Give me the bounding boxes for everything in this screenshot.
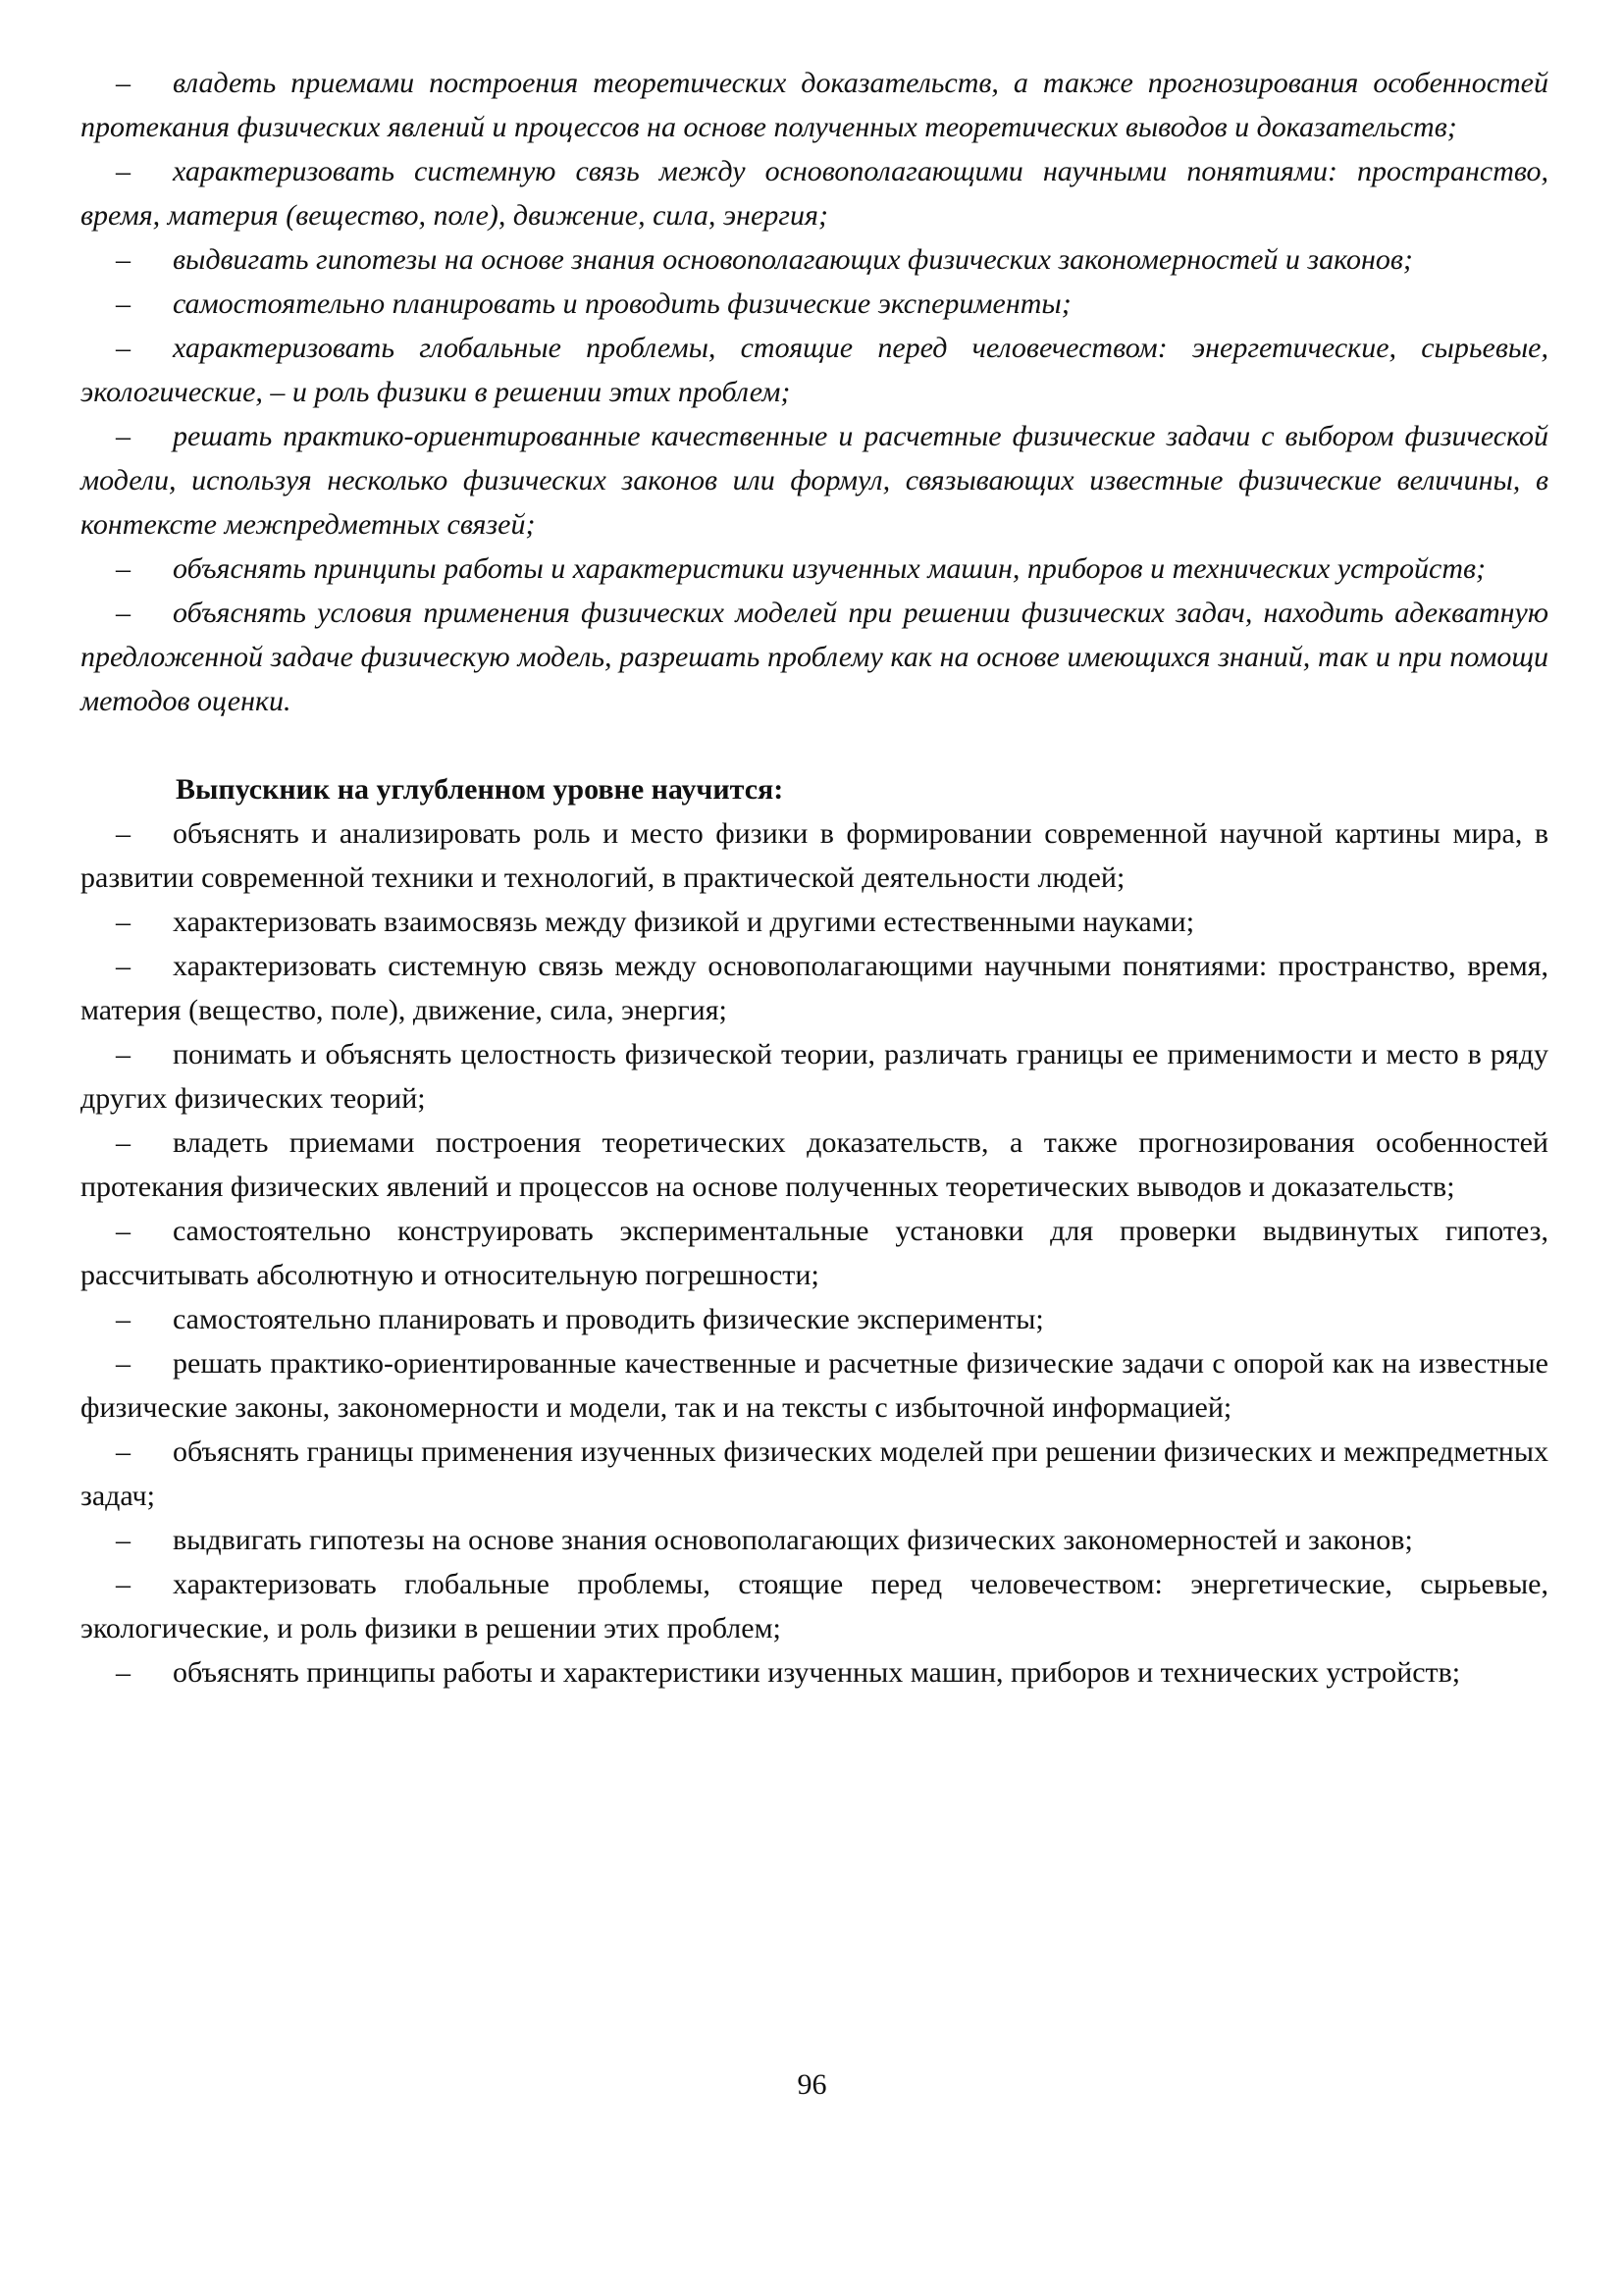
list-dash: – (116, 1038, 131, 1070)
list-item (80, 547, 1548, 591)
list-dash: – (116, 906, 131, 938)
list-dash: – (116, 287, 131, 320)
list-item (80, 1032, 1548, 1121)
list-item (80, 326, 1548, 414)
list-item-text: самостоятельно планировать и проводить физические эксперименты; (173, 287, 1072, 320)
advanced-list (80, 811, 1548, 1695)
list-item (80, 149, 1548, 237)
list-dash: – (116, 817, 131, 850)
list-item-text: владеть приемами построения теоретических доказательств, а также прогнозирования особенностей протекания физических явлений и процессов на основе полученных теоретических выводов и доказательств; (80, 67, 1548, 143)
list-item-text: характеризовать взаимосвязь между физикой и другими естественными науками; (173, 906, 1195, 938)
list-item-text: объяснять границы применения изученных физических моделей при решении физических и межпредметных задач; (80, 1435, 1548, 1512)
list-dash: – (116, 420, 131, 452)
list-dash: – (116, 1435, 131, 1468)
list-dash: – (116, 1303, 131, 1335)
list-dash: – (116, 597, 131, 629)
list-item (80, 944, 1548, 1032)
list-dash: – (116, 950, 131, 982)
list-item-text: объяснять принципы работы и характеристики изученных машин, приборов и технических устройств; (173, 552, 1487, 585)
list-item-text: выдвигать гипотезы на основе знания основополагающих физических закономерностей и законов; (173, 1524, 1413, 1556)
list-item-text: характеризовать глобальные проблемы, стоящие перед человечеством: энергетические, сырьевые, экологические, и роль физики в решении этих проблем; (80, 1568, 1548, 1644)
list-item-text: характеризовать системную связь между основополагающими научными понятиями: пространство, время, материя (вещество, поле), движение, сила, энергия; (80, 155, 1548, 232)
list-item-text: самостоятельно конструировать экспериментальные установки для проверки выдвинутых гипотез, рассчитывать абсолютную и относительную погрешности; (80, 1215, 1548, 1291)
list-item-text: объяснять и анализировать роль и место физики в формировании современной научной картины мира, в развитии современной техники и технологий, в практической деятельности людей; (80, 817, 1548, 894)
list-item (80, 61, 1548, 149)
italic-list (80, 61, 1548, 723)
list-item (80, 591, 1548, 723)
document-page (80, 61, 1548, 1695)
list-item-text: выдвигать гипотезы на основе знания основополагающих физических закономерностей и законов; (173, 243, 1413, 276)
section-heading: Выпускник на углубленном уровне научится: (176, 773, 784, 806)
list-item (80, 1518, 1548, 1562)
list-item-text: решать практико-ориентированные качественные и расчетные физические задачи с выбором физической модели, используя несколько физических законов или формул, связывающих известные физические величины, в контексте межпредметных связей; (80, 420, 1548, 541)
list-item (80, 237, 1548, 282)
list-item (80, 811, 1548, 900)
list-item (80, 1297, 1548, 1341)
list-dash: – (116, 332, 131, 364)
list-item-text: понимать и объяснять целостность физической теории, различать границы ее применимости и место в ряду других физических теорий; (80, 1038, 1548, 1115)
page-number: 96 (797, 2068, 827, 2101)
list-item-text: объяснять условия применения физических моделей при решении физических задач, находить адекватную предложенной задаче физическую модель, разрешать проблему как на основе имеющихся знаний, так и при помощи методов оценки. (80, 597, 1548, 717)
list-dash: – (116, 67, 131, 99)
list-dash: – (116, 1347, 131, 1380)
list-item (80, 900, 1548, 944)
list-item (80, 1209, 1548, 1297)
list-item-text: решать практико-ориентированные качественные и расчетные физические задачи с опорой как на известные физические законы, закономерности и модели, так и на тексты с избыточной информацией; (80, 1347, 1548, 1424)
list-dash: – (116, 1656, 131, 1689)
list-item (80, 1341, 1548, 1430)
list-item-text: объяснять принципы работы и характеристики изученных машин, приборов и технических устройств; (173, 1656, 1461, 1689)
list-item-text: характеризовать системную связь между основополагающими научными понятиями: пространство, время, материя (вещество, поле), движение, сила, энергия; (80, 950, 1548, 1026)
list-dash: – (116, 1215, 131, 1247)
list-item-text: характеризовать глобальные проблемы, стоящие перед человечеством: энергетические, сырьевые, экологические, – и роль физики в решении этих проблем; (80, 332, 1548, 408)
list-dash: – (116, 1524, 131, 1556)
list-item (80, 1121, 1548, 1209)
list-dash: – (116, 155, 131, 187)
list-dash: – (116, 1126, 131, 1159)
list-item (80, 1650, 1548, 1695)
list-dash: – (116, 552, 131, 585)
list-item-text: владеть приемами построения теоретических доказательств, а также прогнозирования особенностей протекания физических явлений и процессов на основе полученных теоретических выводов и доказательств; (80, 1126, 1548, 1203)
list-item (80, 1430, 1548, 1518)
list-dash: – (116, 1568, 131, 1600)
list-item (80, 1562, 1548, 1650)
list-item (80, 414, 1548, 547)
list-dash: – (116, 243, 131, 276)
list-item (80, 282, 1548, 326)
list-item-text: самостоятельно планировать и проводить физические эксперименты; (173, 1303, 1044, 1335)
